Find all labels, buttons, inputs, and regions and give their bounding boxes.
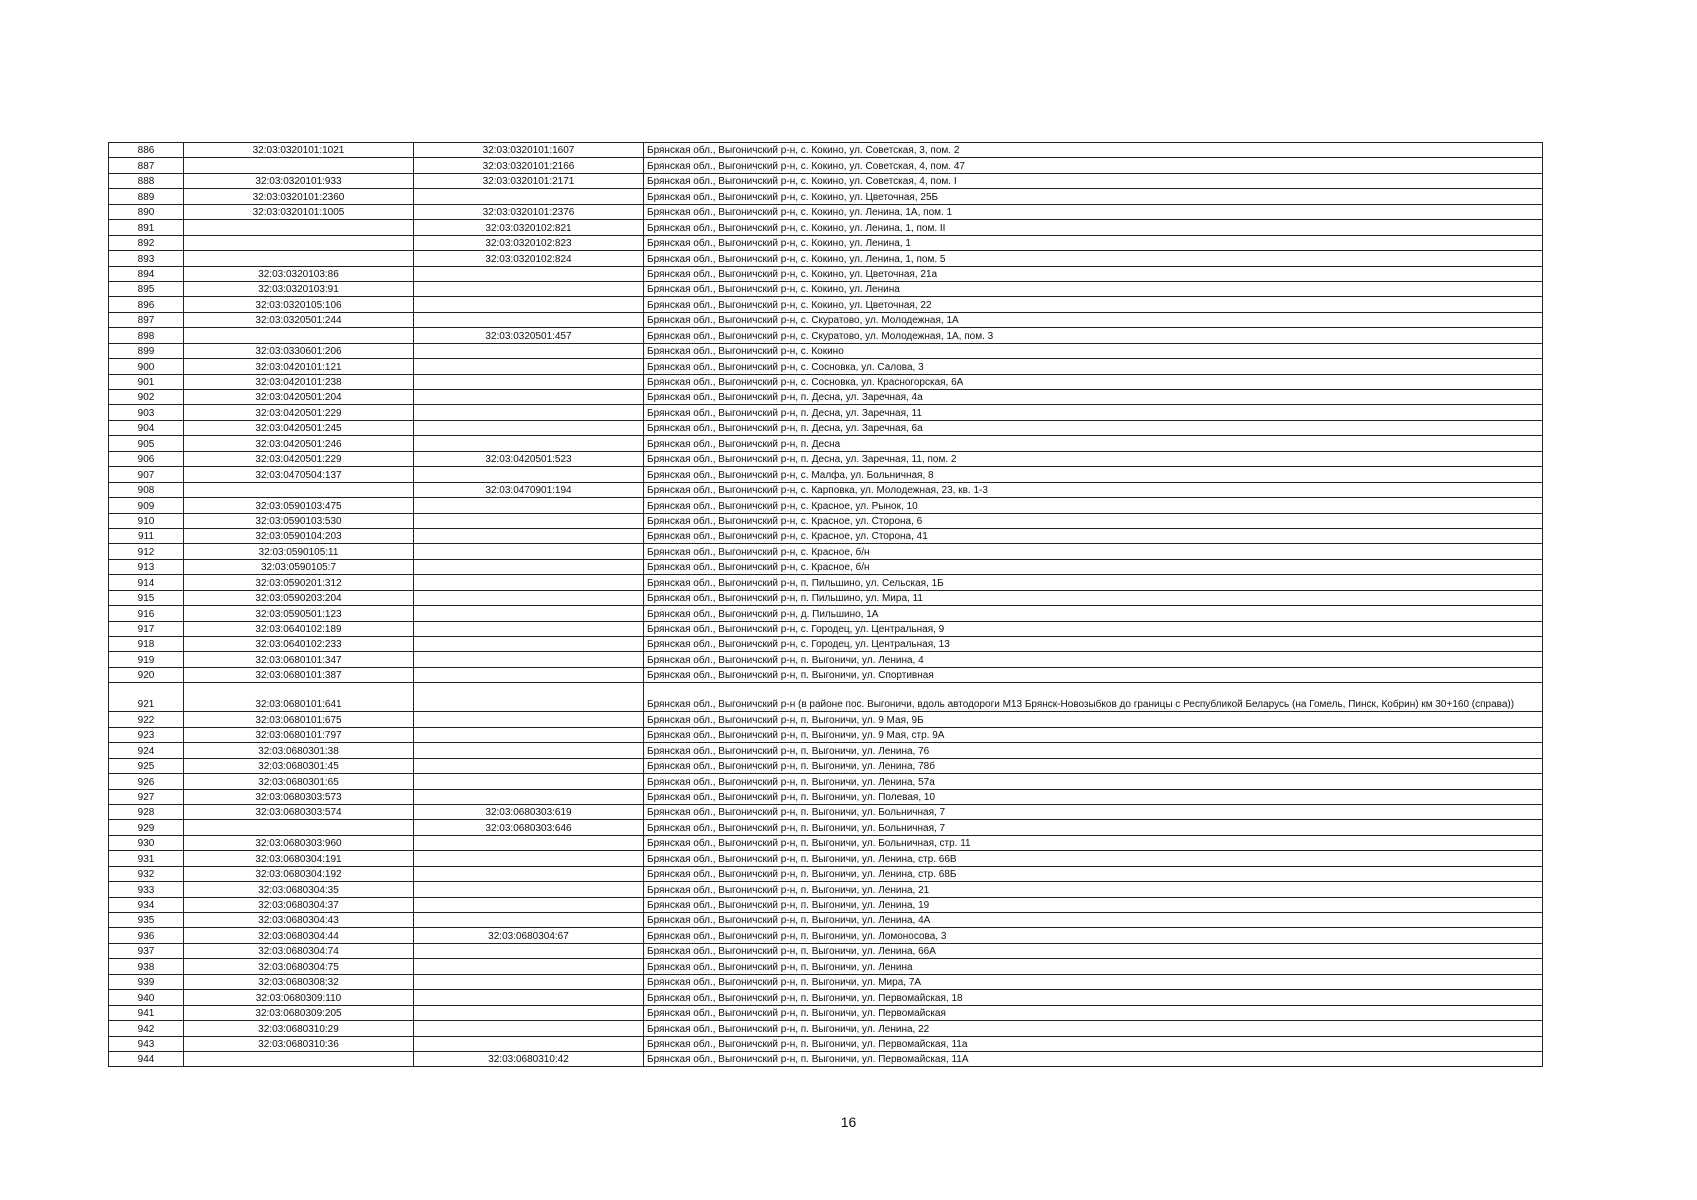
- cadastral-number-cell: 32:03:0680304:191: [184, 851, 414, 866]
- row-number-cell: 936: [109, 928, 184, 943]
- row-number-cell: 918: [109, 637, 184, 652]
- address-cell: Брянская обл., Выгоничский р-н, д. Пильшино, 1А: [644, 606, 1543, 621]
- row-number-cell: 903: [109, 405, 184, 420]
- cadastral-number-cell: 32:03:0680304:37: [184, 897, 414, 912]
- row-number-cell: 890: [109, 204, 184, 219]
- premises-cadastral-number-cell: 32:03:0320101:2376: [414, 204, 644, 219]
- table-row: [109, 328, 1543, 343]
- row-number-cell: 905: [109, 436, 184, 451]
- table-row: [109, 374, 1543, 389]
- row-number-cell: 889: [109, 189, 184, 204]
- table-row: [109, 928, 1543, 943]
- table-row: [109, 451, 1543, 466]
- table-row: [109, 637, 1543, 652]
- table-row: [109, 467, 1543, 482]
- table-row: [109, 851, 1543, 866]
- row-number-cell: 919: [109, 652, 184, 667]
- address-cell: Брянская обл., Выгоничский р-н, с. Кокино, ул. Советская, 4, пом. I: [644, 173, 1543, 188]
- cadastral-number-cell: 32:03:0680301:45: [184, 758, 414, 773]
- cadastral-number-cell: 32:03:0680304:75: [184, 959, 414, 974]
- premises-cadastral-number-cell: [414, 374, 644, 389]
- table-row: [109, 343, 1543, 358]
- cadastral-number-cell: 32:03:0590501:123: [184, 606, 414, 621]
- premises-cadastral-number-cell: [414, 436, 644, 451]
- address-cell: Брянская обл., Выгоничский р-н (в районе пос. Выгоничи, вдоль автодороги М13 Брянск-Новозыбков до границы с Республикой Беларусь (на Гомель, Пинск, Кобрин) км 30+160 (справа)): [644, 683, 1543, 712]
- row-number-cell: 895: [109, 281, 184, 296]
- premises-cadastral-number-cell: 32:03:0320102:824: [414, 251, 644, 266]
- address-cell: Брянская обл., Выгоничский р-н, п. Выгоничи, ул. Спортивная: [644, 667, 1543, 682]
- row-number-cell: 904: [109, 420, 184, 435]
- table-row: [109, 959, 1543, 974]
- premises-cadastral-number-cell: [414, 312, 644, 327]
- premises-cadastral-number-cell: [414, 667, 644, 682]
- address-cell: Брянская обл., Выгоничский р-н, п. Выгоничи, ул. Первомайская, 18: [644, 990, 1543, 1005]
- row-number-cell: 892: [109, 235, 184, 250]
- premises-cadastral-number-cell: [414, 621, 644, 636]
- premises-cadastral-number-cell: [414, 789, 644, 804]
- premises-cadastral-number-cell: [414, 467, 644, 482]
- row-number-cell: 896: [109, 297, 184, 312]
- premises-cadastral-number-cell: 32:03:0320101:1607: [414, 143, 644, 158]
- cadastral-number-cell: [184, 220, 414, 235]
- premises-cadastral-number-cell: [414, 974, 644, 989]
- address-cell: Брянская обл., Выгоничский р-н, с. Малфа, ул. Больничная, 8: [644, 467, 1543, 482]
- table-row: [109, 1021, 1543, 1036]
- address-cell: Брянская обл., Выгоничский р-н, п. Выгоничи, ул. Больничная, 7: [644, 820, 1543, 835]
- premises-cadastral-number-cell: [414, 544, 644, 559]
- table-row: [109, 173, 1543, 188]
- cadastral-number-cell: 32:03:0680303:573: [184, 789, 414, 804]
- row-number-cell: 917: [109, 621, 184, 636]
- cadastral-number-cell: [184, 482, 414, 497]
- address-cell: Брянская обл., Выгоничский р-н, п. Выгоничи, ул. Первомайская, 11а: [644, 1036, 1543, 1051]
- cadastral-number-cell: 32:03:0680304:74: [184, 943, 414, 958]
- cadastral-number-cell: 32:03:0320101:933: [184, 173, 414, 188]
- address-cell: Брянская обл., Выгоничский р-н, с. Красное, б/н: [644, 559, 1543, 574]
- premises-cadastral-number-cell: 32:03:0320501:457: [414, 328, 644, 343]
- cadastral-number-cell: 32:03:0320103:86: [184, 266, 414, 281]
- row-number-cell: 899: [109, 343, 184, 358]
- table-row: [109, 528, 1543, 543]
- row-number-cell: 938: [109, 959, 184, 974]
- cadastral-number-cell: 32:03:0320105:106: [184, 297, 414, 312]
- cadastral-number-cell: [184, 235, 414, 250]
- row-number-cell: 915: [109, 590, 184, 605]
- cadastral-number-cell: 32:03:0680310:36: [184, 1036, 414, 1051]
- address-cell: Брянская обл., Выгоничский р-н, с. Кокино, ул. Ленина, 1, пом. 5: [644, 251, 1543, 266]
- table-row: [109, 1036, 1543, 1051]
- address-cell: Брянская обл., Выгоничский р-н, п. Выгоничи, ул. Ленина, 57а: [644, 774, 1543, 789]
- address-cell: Брянская обл., Выгоничский р-н, п. Выгоничи, ул. 9 Мая, стр. 9А: [644, 727, 1543, 742]
- address-cell: Брянская обл., Выгоничский р-н, п. Выгоничи, ул. 9 Мая, 9Б: [644, 712, 1543, 727]
- row-number-cell: 940: [109, 990, 184, 1005]
- row-number-cell: 893: [109, 251, 184, 266]
- premises-cadastral-number-cell: [414, 758, 644, 773]
- premises-cadastral-number-cell: [414, 652, 644, 667]
- premises-cadastral-number-cell: [414, 866, 644, 881]
- table-row: [109, 359, 1543, 374]
- row-number-cell: 909: [109, 498, 184, 513]
- table-row: [109, 990, 1543, 1005]
- row-number-cell: 888: [109, 173, 184, 188]
- address-cell: Брянская обл., Выгоничский р-н, п. Выгоничи, ул. Ломоносова, 3: [644, 928, 1543, 943]
- cadastral-number-cell: [184, 158, 414, 173]
- row-number-cell: 925: [109, 758, 184, 773]
- row-number-cell: 887: [109, 158, 184, 173]
- row-number-cell: 913: [109, 559, 184, 574]
- address-cell: Брянская обл., Выгоничский р-н, с. Кокино, ул. Ленина, 1А, пом. 1: [644, 204, 1543, 219]
- address-cell: Брянская обл., Выгоничский р-н, с. Скуратово, ул. Молодежная, 1А, пом. 3: [644, 328, 1543, 343]
- premises-cadastral-number-cell: [414, 959, 644, 974]
- table-row: [109, 189, 1543, 204]
- premises-cadastral-number-cell: 32:03:0680304:67: [414, 928, 644, 943]
- address-cell: Брянская обл., Выгоничский р-н, п. Выгоничи, ул. Ленина, 4А: [644, 913, 1543, 928]
- cadastral-number-cell: 32:03:0680304:35: [184, 882, 414, 897]
- premises-cadastral-number-cell: [414, 606, 644, 621]
- cadastral-number-cell: 32:03:0680301:38: [184, 743, 414, 758]
- registry-table-body: [109, 143, 1543, 1067]
- cadastral-number-cell: 32:03:0680304:43: [184, 913, 414, 928]
- table-row: [109, 220, 1543, 235]
- address-cell: Брянская обл., Выгоничский р-н, п. Десна: [644, 436, 1543, 451]
- row-number-cell: 937: [109, 943, 184, 958]
- cadastral-number-cell: [184, 820, 414, 835]
- cadastral-number-cell: 32:03:0420501:245: [184, 420, 414, 435]
- address-cell: Брянская обл., Выгоничский р-н, с. Кокино, ул. Советская, 3, пом. 2: [644, 143, 1543, 158]
- premises-cadastral-number-cell: [414, 851, 644, 866]
- row-number-cell: 907: [109, 467, 184, 482]
- address-cell: Брянская обл., Выгоничский р-н, п. Выгоничи, ул. Полевая, 10: [644, 789, 1543, 804]
- table-row: [109, 405, 1543, 420]
- row-number-cell: 894: [109, 266, 184, 281]
- cadastral-number-cell: 32:03:0680308:32: [184, 974, 414, 989]
- cadastral-number-cell: 32:03:0640102:189: [184, 621, 414, 636]
- premises-cadastral-number-cell: [414, 575, 644, 590]
- table-row: [109, 1051, 1543, 1066]
- cadastral-number-cell: 32:03:0680303:960: [184, 835, 414, 850]
- row-number-cell: 942: [109, 1021, 184, 1036]
- row-number-cell: 920: [109, 667, 184, 682]
- address-cell: Брянская обл., Выгоничский р-н, п. Выгоничи, ул. Больничная, 7: [644, 804, 1543, 819]
- table-row: [109, 621, 1543, 636]
- cadastral-registry-table: [108, 142, 1543, 1067]
- cadastral-number-cell: 32:03:0320103:91: [184, 281, 414, 296]
- address-cell: Брянская обл., Выгоничский р-н, с. Кокино, ул. Советская, 4, пом. 47: [644, 158, 1543, 173]
- table-row: [109, 281, 1543, 296]
- cadastral-number-cell: [184, 251, 414, 266]
- table-row: [109, 559, 1543, 574]
- address-cell: Брянская обл., Выгоничский р-н, с. Кокино, ул. Цветочная, 25Б: [644, 189, 1543, 204]
- cadastral-number-cell: 32:03:0680101:641: [184, 683, 414, 712]
- address-cell: Брянская обл., Выгоничский р-н, с. Городец, ул. Центральная, 9: [644, 621, 1543, 636]
- premises-cadastral-number-cell: [414, 1021, 644, 1036]
- address-cell: Брянская обл., Выгоничский р-н, с. Кокино, ул. Ленина, 1, пом. II: [644, 220, 1543, 235]
- row-number-cell: 886: [109, 143, 184, 158]
- address-cell: Брянская обл., Выгоничский р-н, с. Кокино: [644, 343, 1543, 358]
- row-number-cell: 897: [109, 312, 184, 327]
- premises-cadastral-number-cell: [414, 189, 644, 204]
- cadastral-number-cell: 32:03:0320501:244: [184, 312, 414, 327]
- row-number-cell: 911: [109, 528, 184, 543]
- address-cell: Брянская обл., Выгоничский р-н, п. Выгоничи, ул. Ленина, 22: [644, 1021, 1543, 1036]
- cadastral-number-cell: [184, 328, 414, 343]
- table-row: [109, 436, 1543, 451]
- table-row: [109, 158, 1543, 173]
- premises-cadastral-number-cell: [414, 913, 644, 928]
- row-number-cell: 921: [109, 683, 184, 712]
- cadastral-number-cell: 32:03:0680309:110: [184, 990, 414, 1005]
- table-row: [109, 897, 1543, 912]
- row-number-cell: 901: [109, 374, 184, 389]
- table-row: [109, 683, 1543, 712]
- premises-cadastral-number-cell: [414, 405, 644, 420]
- premises-cadastral-number-cell: [414, 990, 644, 1005]
- table-row: [109, 789, 1543, 804]
- table-row: [109, 312, 1543, 327]
- table-row: [109, 251, 1543, 266]
- cadastral-number-cell: 32:03:0680304:192: [184, 866, 414, 881]
- address-cell: Брянская обл., Выгоничский р-н, п. Десна, ул. Заречная, 11: [644, 405, 1543, 420]
- premises-cadastral-number-cell: [414, 835, 644, 850]
- address-cell: Брянская обл., Выгоничский р-н, п. Выгоничи, ул. Ленина, 76: [644, 743, 1543, 758]
- row-number-cell: 943: [109, 1036, 184, 1051]
- address-cell: Брянская обл., Выгоничский р-н, п. Выгоничи, ул. Ленина, 4: [644, 652, 1543, 667]
- row-number-cell: 930: [109, 835, 184, 850]
- premises-cadastral-number-cell: [414, 943, 644, 958]
- address-cell: Брянская обл., Выгоничский р-н, с. Сосновка, ул. Салова, 3: [644, 359, 1543, 374]
- table-row: [109, 667, 1543, 682]
- premises-cadastral-number-cell: [414, 727, 644, 742]
- cadastral-number-cell: 32:03:0470504:137: [184, 467, 414, 482]
- cadastral-number-cell: 32:03:0420501:229: [184, 405, 414, 420]
- cadastral-number-cell: 32:03:0590201:312: [184, 575, 414, 590]
- premises-cadastral-number-cell: [414, 513, 644, 528]
- premises-cadastral-number-cell: 32:03:0680303:619: [414, 804, 644, 819]
- table-row: [109, 835, 1543, 850]
- row-number-cell: 926: [109, 774, 184, 789]
- address-cell: Брянская обл., Выгоничский р-н, с. Кокино, ул. Цветочная, 21а: [644, 266, 1543, 281]
- premises-cadastral-number-cell: [414, 774, 644, 789]
- table-row: [109, 544, 1543, 559]
- table-row: [109, 420, 1543, 435]
- address-cell: Брянская обл., Выгоничский р-н, п. Выгоничи, ул. Ленина, стр. 68Б: [644, 866, 1543, 881]
- row-number-cell: 902: [109, 390, 184, 405]
- premises-cadastral-number-cell: [414, 882, 644, 897]
- table-row: [109, 712, 1543, 727]
- address-cell: Брянская обл., Выгоничский р-н, п. Выгоничи, ул. Первомайская, 11А: [644, 1051, 1543, 1066]
- table-row: [109, 297, 1543, 312]
- cadastral-number-cell: [184, 1051, 414, 1066]
- row-number-cell: 928: [109, 804, 184, 819]
- address-cell: Брянская обл., Выгоничский р-н, п. Выгоничи, ул. Первомайская: [644, 1005, 1543, 1020]
- table-row: [109, 498, 1543, 513]
- cadastral-number-cell: 32:03:0680101:675: [184, 712, 414, 727]
- row-number-cell: 929: [109, 820, 184, 835]
- premises-cadastral-number-cell: 32:03:0320102:823: [414, 235, 644, 250]
- row-number-cell: 910: [109, 513, 184, 528]
- cadastral-number-cell: 32:03:0330601:206: [184, 343, 414, 358]
- premises-cadastral-number-cell: [414, 266, 644, 281]
- row-number-cell: 931: [109, 851, 184, 866]
- premises-cadastral-number-cell: [414, 559, 644, 574]
- address-cell: Брянская обл., Выгоничский р-н, с. Красное, ул. Рынок, 10: [644, 498, 1543, 513]
- row-number-cell: 939: [109, 974, 184, 989]
- row-number-cell: 927: [109, 789, 184, 804]
- table-row: [109, 266, 1543, 281]
- cadastral-number-cell: 32:03:0420101:238: [184, 374, 414, 389]
- table-row: [109, 575, 1543, 590]
- cadastral-number-cell: 32:03:0590105:7: [184, 559, 414, 574]
- cadastral-number-cell: 32:03:0420501:229: [184, 451, 414, 466]
- address-cell: Брянская обл., Выгоничский р-н, п. Выгоничи, ул. Мира, 7А: [644, 974, 1543, 989]
- table-row: [109, 866, 1543, 881]
- address-cell: Брянская обл., Выгоничский р-н, с. Красное, ул. Сторона, 6: [644, 513, 1543, 528]
- premises-cadastral-number-cell: [414, 420, 644, 435]
- cadastral-number-cell: 32:03:0680309:205: [184, 1005, 414, 1020]
- table-row: [109, 943, 1543, 958]
- premises-cadastral-number-cell: [414, 1005, 644, 1020]
- table-row: [109, 204, 1543, 219]
- address-cell: Брянская обл., Выгоничский р-н, п. Десна, ул. Заречная, 11, пом. 2: [644, 451, 1543, 466]
- cadastral-number-cell: 32:03:0590203:204: [184, 590, 414, 605]
- row-number-cell: 906: [109, 451, 184, 466]
- table-row: [109, 727, 1543, 742]
- row-number-cell: 914: [109, 575, 184, 590]
- cadastral-number-cell: 32:03:0680101:347: [184, 652, 414, 667]
- address-cell: Брянская обл., Выгоничский р-н, п. Выгоничи, ул. Ленина, 66А: [644, 943, 1543, 958]
- premises-cadastral-number-cell: [414, 297, 644, 312]
- table-row: [109, 882, 1543, 897]
- address-cell: Брянская обл., Выгоничский р-н, с. Кокино, ул. Ленина, 1: [644, 235, 1543, 250]
- row-number-cell: 916: [109, 606, 184, 621]
- address-cell: Брянская обл., Выгоничский р-н, п. Выгоничи, ул. Ленина, стр. 66В: [644, 851, 1543, 866]
- premises-cadastral-number-cell: [414, 359, 644, 374]
- row-number-cell: 900: [109, 359, 184, 374]
- row-number-cell: 935: [109, 913, 184, 928]
- cadastral-number-cell: 32:03:0590103:530: [184, 513, 414, 528]
- cadastral-number-cell: 32:03:0590105:11: [184, 544, 414, 559]
- address-cell: Брянская обл., Выгоничский р-н, п. Десна, ул. Заречная, 6а: [644, 420, 1543, 435]
- table-row: [109, 143, 1543, 158]
- premises-cadastral-number-cell: 32:03:0420501:523: [414, 451, 644, 466]
- row-number-cell: 932: [109, 866, 184, 881]
- address-cell: Брянская обл., Выгоничский р-н, с. Скуратово, ул. Молодежная, 1А: [644, 312, 1543, 327]
- cadastral-number-cell: 32:03:0680301:65: [184, 774, 414, 789]
- table-row: [109, 235, 1543, 250]
- premises-cadastral-number-cell: 32:03:0320102:821: [414, 220, 644, 235]
- address-cell: Брянская обл., Выгоничский р-н, с. Кокино, ул. Цветочная, 22: [644, 297, 1543, 312]
- address-cell: Брянская обл., Выгоничский р-н, с. Кокино, ул. Ленина: [644, 281, 1543, 296]
- cadastral-number-cell: 32:03:0320101:1021: [184, 143, 414, 158]
- cadastral-number-cell: 32:03:0420101:121: [184, 359, 414, 374]
- premises-cadastral-number-cell: [414, 528, 644, 543]
- cadastral-number-cell: 32:03:0680304:44: [184, 928, 414, 943]
- address-cell: Брянская обл., Выгоничский р-н, п. Выгоничи, ул. Ленина: [644, 959, 1543, 974]
- page-number: 16: [840, 1114, 857, 1130]
- address-cell: Брянская обл., Выгоничский р-н, с. Красное, ул. Сторона, 41: [644, 528, 1543, 543]
- cadastral-number-cell: 32:03:0420501:246: [184, 436, 414, 451]
- table-row: [109, 482, 1543, 497]
- table-row: [109, 513, 1543, 528]
- cadastral-number-cell: 32:03:0420501:204: [184, 390, 414, 405]
- address-cell: Брянская обл., Выгоничский р-н, с. Сосновка, ул. Красногорская, 6А: [644, 374, 1543, 389]
- cadastral-number-cell: 32:03:0680101:387: [184, 667, 414, 682]
- row-number-cell: 934: [109, 897, 184, 912]
- cadastral-number-cell: 32:03:0640102:233: [184, 637, 414, 652]
- premises-cadastral-number-cell: 32:03:0470901:194: [414, 482, 644, 497]
- cadastral-number-cell: 32:03:0590103:475: [184, 498, 414, 513]
- table-row: [109, 820, 1543, 835]
- premises-cadastral-number-cell: [414, 281, 644, 296]
- address-cell: Брянская обл., Выгоничский р-н, п. Пильшино, ул. Сельская, 1Б: [644, 575, 1543, 590]
- row-number-cell: 944: [109, 1051, 184, 1066]
- table-row: [109, 974, 1543, 989]
- table-row: [109, 652, 1543, 667]
- row-number-cell: 922: [109, 712, 184, 727]
- premises-cadastral-number-cell: [414, 390, 644, 405]
- row-number-cell: 941: [109, 1005, 184, 1020]
- table-row: [109, 1005, 1543, 1020]
- premises-cadastral-number-cell: [414, 498, 644, 513]
- address-cell: Брянская обл., Выгоничский р-н, п. Десна, ул. Заречная, 4а: [644, 390, 1543, 405]
- premises-cadastral-number-cell: [414, 897, 644, 912]
- table-row: [109, 743, 1543, 758]
- premises-cadastral-number-cell: [414, 590, 644, 605]
- premises-cadastral-number-cell: 32:03:0680303:646: [414, 820, 644, 835]
- address-cell: Брянская обл., Выгоничский р-н, с. Красное, б/н: [644, 544, 1543, 559]
- row-number-cell: 891: [109, 220, 184, 235]
- premises-cadastral-number-cell: 32:03:0320101:2171: [414, 173, 644, 188]
- cadastral-number-cell: 32:03:0680101:797: [184, 727, 414, 742]
- address-cell: Брянская обл., Выгоничский р-н, п. Выгоничи, ул. Ленина, 21: [644, 882, 1543, 897]
- row-number-cell: 933: [109, 882, 184, 897]
- table-row: [109, 913, 1543, 928]
- cadastral-number-cell: 32:03:0680303:574: [184, 804, 414, 819]
- table-row: [109, 774, 1543, 789]
- row-number-cell: 924: [109, 743, 184, 758]
- premises-cadastral-number-cell: [414, 743, 644, 758]
- premises-cadastral-number-cell: [414, 683, 644, 712]
- premises-cadastral-number-cell: [414, 1036, 644, 1051]
- table-row: [109, 606, 1543, 621]
- table-row: [109, 390, 1543, 405]
- row-number-cell: 898: [109, 328, 184, 343]
- premises-cadastral-number-cell: 32:03:0320101:2166: [414, 158, 644, 173]
- cadastral-number-cell: 32:03:0680310:29: [184, 1021, 414, 1036]
- cadastral-number-cell: 32:03:0320101:2360: [184, 189, 414, 204]
- row-number-cell: 923: [109, 727, 184, 742]
- table-row: [109, 804, 1543, 819]
- address-cell: Брянская обл., Выгоничский р-н, п. Выгоничи, ул. Ленина, 78б: [644, 758, 1543, 773]
- row-number-cell: 908: [109, 482, 184, 497]
- cadastral-number-cell: 32:03:0590104:203: [184, 528, 414, 543]
- premises-cadastral-number-cell: [414, 343, 644, 358]
- address-cell: Брянская обл., Выгоничский р-н, п. Выгоничи, ул. Ленина, 19: [644, 897, 1543, 912]
- address-cell: Брянская обл., Выгоничский р-н, п. Пильшино, ул. Мира, 11: [644, 590, 1543, 605]
- row-number-cell: 912: [109, 544, 184, 559]
- premises-cadastral-number-cell: 32:03:0680310:42: [414, 1051, 644, 1066]
- table-row: [109, 758, 1543, 773]
- table-row: [109, 590, 1543, 605]
- address-cell: Брянская обл., Выгоничский р-н, п. Выгоничи, ул. Больничная, стр. 11: [644, 835, 1543, 850]
- address-cell: Брянская обл., Выгоничский р-н, с. Городец, ул. Центральная, 13: [644, 637, 1543, 652]
- premises-cadastral-number-cell: [414, 712, 644, 727]
- premises-cadastral-number-cell: [414, 637, 644, 652]
- address-cell: Брянская обл., Выгоничский р-н, с. Карповка, ул. Молодежная, 23, кв. 1-3: [644, 482, 1543, 497]
- cadastral-number-cell: 32:03:0320101:1005: [184, 204, 414, 219]
